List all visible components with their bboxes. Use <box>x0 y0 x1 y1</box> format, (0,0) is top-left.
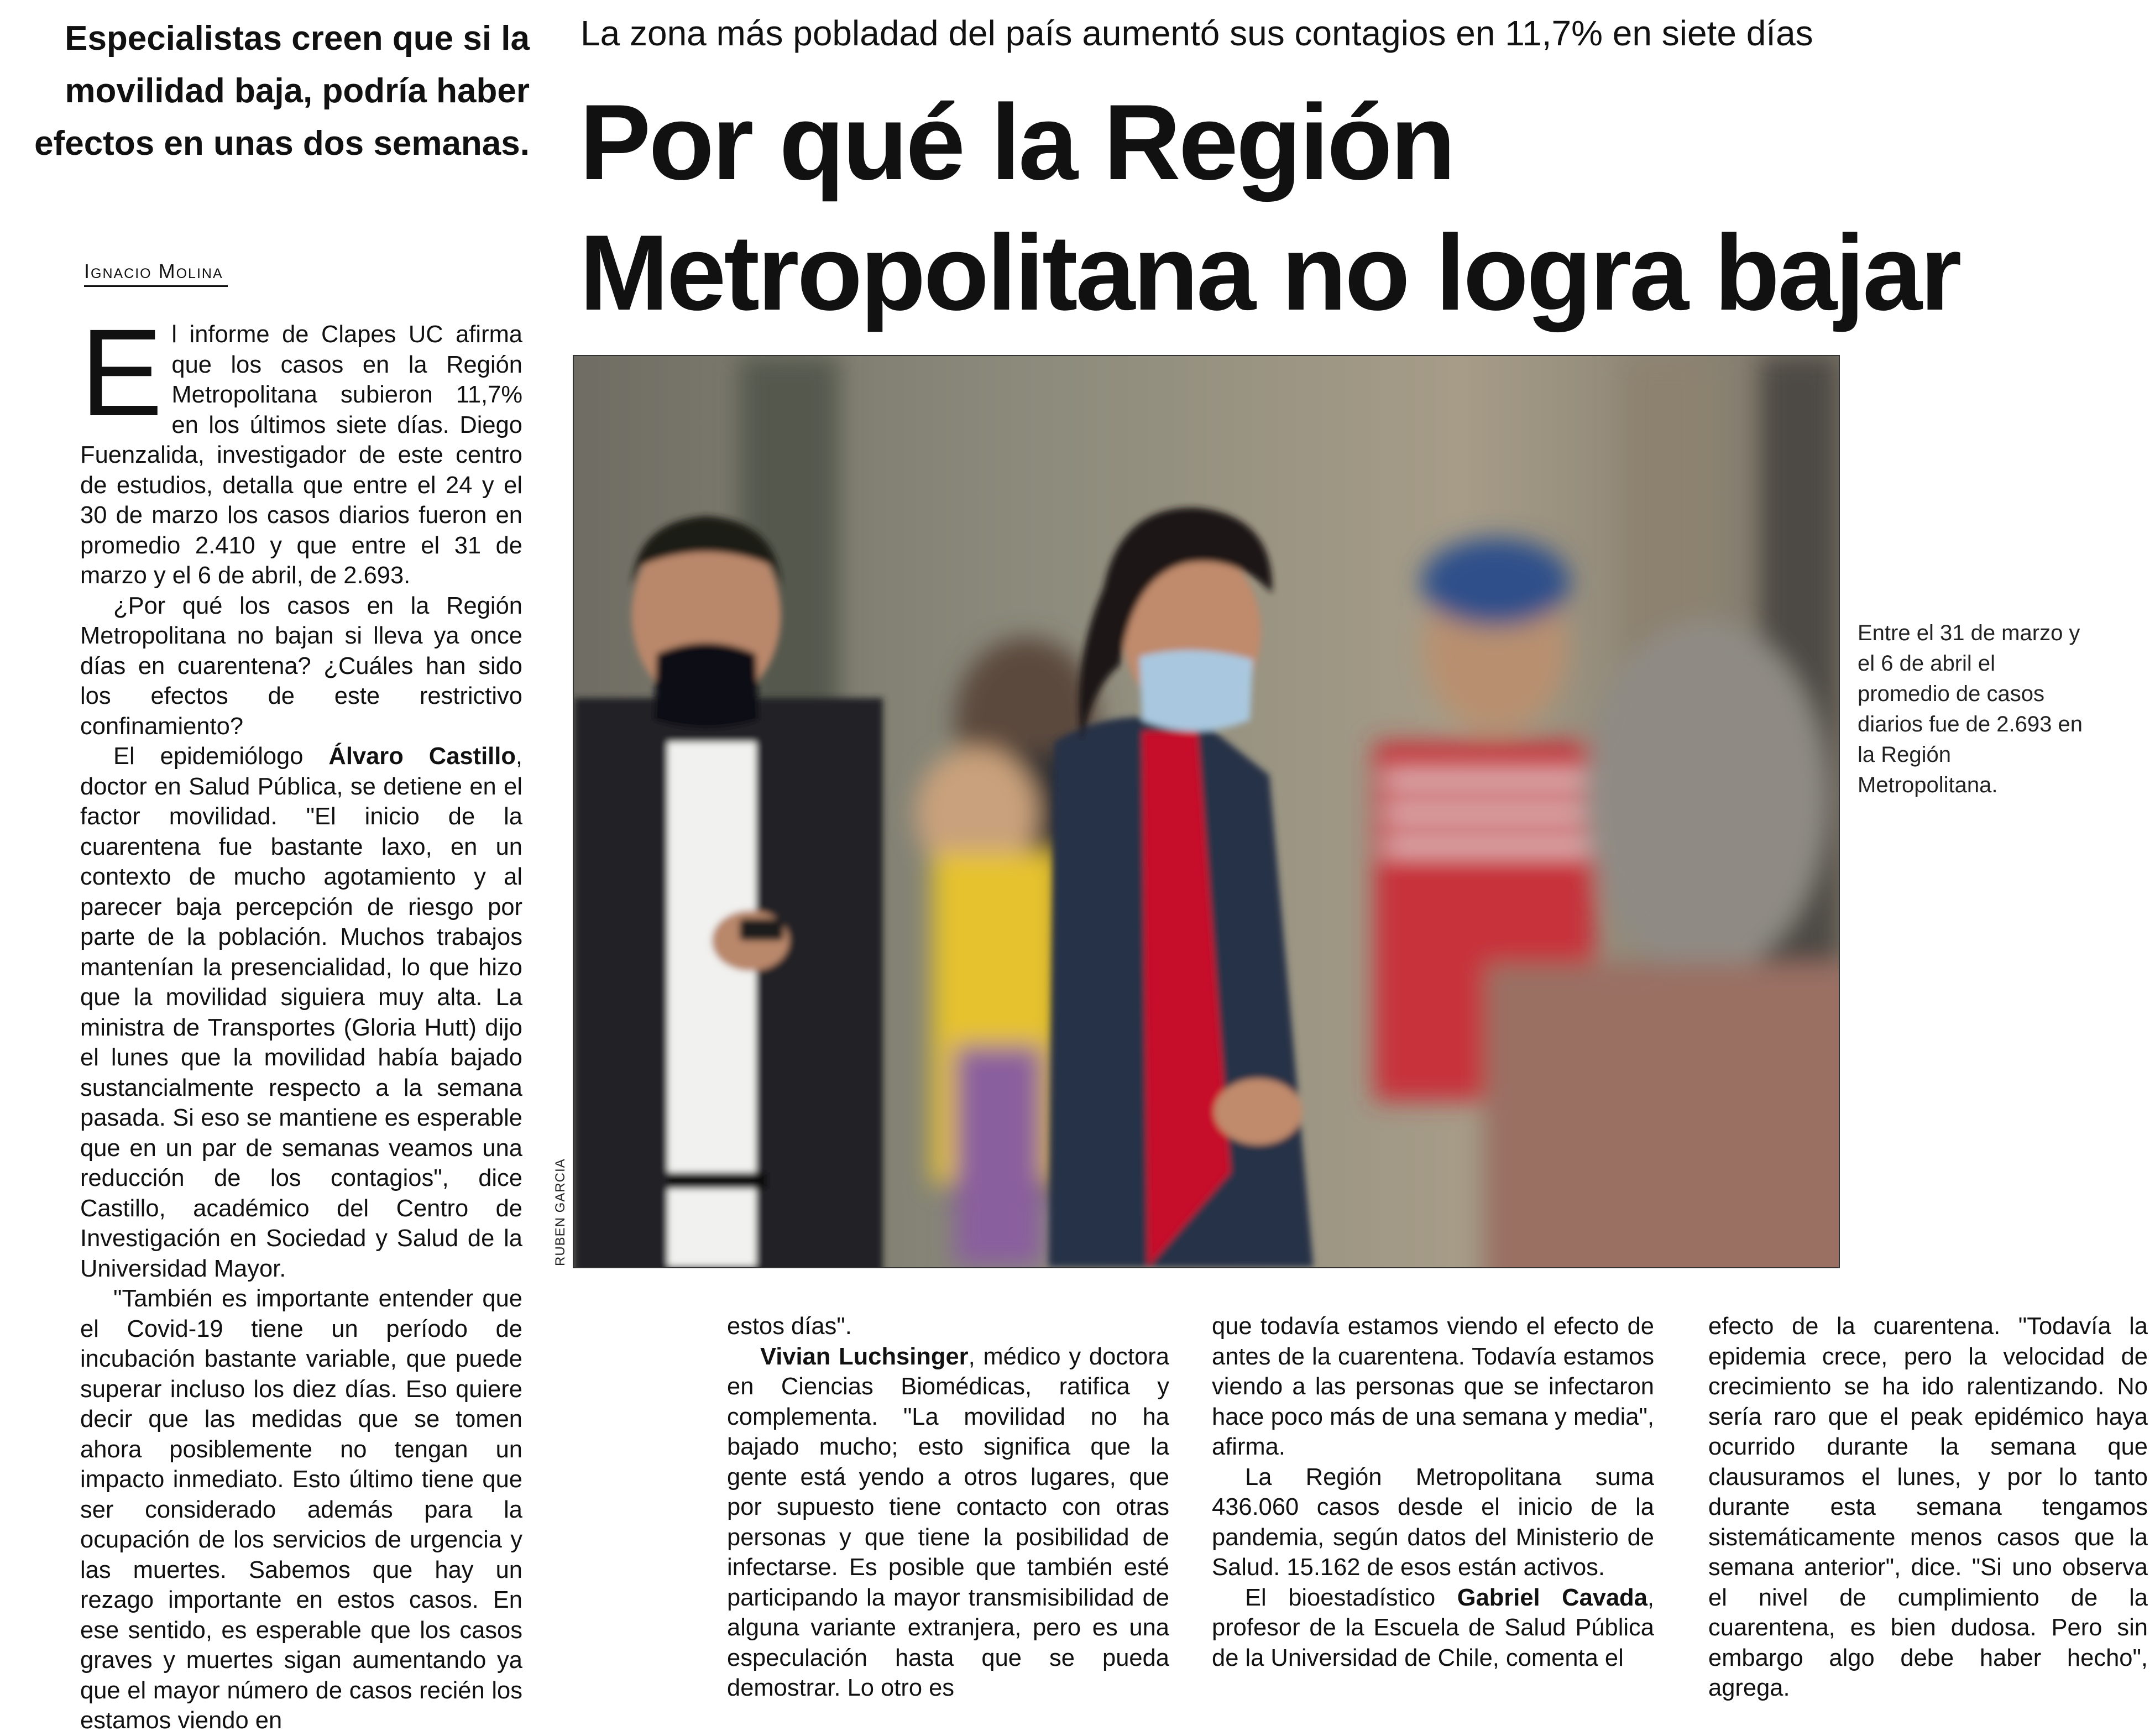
paragraph-text: , médico y doctora en Ciencias Biomédicas, ratifica y complementa. "La movilidad no ha bajado mucho; esto significa que la gente está yendo a otros lugares, que por supuesto tiene contacto con otras personas y que tiene la posibilidad de infectarse. Es posible que también esté participando la mayor transmisibilidad de alguna variante extranjera, pero es una especulación hasta que se pueda demostrar. Lo otro es <box>727 1343 1169 1701</box>
news-photo <box>573 355 1840 1268</box>
paragraph-text: El epidemiólogo <box>113 743 329 770</box>
paragraph-text: l informe de Clapes UC afirma que los casos en la Región Metropolitana subieron 11,7% en los últimos siete días. Diego Fuenzalida, investigador de este centro de estudios, detalla que entre el 24 y el 30 de marzo los casos diarios fueron en promedio 2.410 y que entre el 31 de marzo y el 6 de abril, de 2.693. <box>80 321 522 589</box>
paragraph <box>1212 1583 1654 1674</box>
paragraph-text: El bioestadístico <box>1245 1584 1457 1611</box>
paragraph <box>727 1342 1169 1703</box>
paragraph <box>80 741 522 1284</box>
person-name: Álvaro Castillo <box>328 743 516 770</box>
paragraph-text: , profesor de la Escuela de Salud Pública de la Universidad de Chile, comenta el <box>1212 1584 1655 1671</box>
text-column-1 <box>80 304 522 1736</box>
photo-caption: Entre el 31 de marzo y el 6 de abril el promedio de casos diarios fue de 2.693 en la Región Metropolitana. <box>1858 621 2083 797</box>
photo-credit: RUBEN GARCIA <box>553 1158 568 1266</box>
paragraph: ¿Por qué los casos en la Región Metropolitana no bajan si lleva ya once días en cuarentena? ¿Cuáles han sido los efectos de este restrictivo confinamiento? <box>80 592 522 740</box>
paragraph: estos días". <box>727 1313 852 1340</box>
byline: Ignacio Molina <box>84 260 228 287</box>
paragraph-text: , doctor en Salud Pública, se detiene en el factor movilidad. "El inicio de la cuarentena fue bastante laxo, en un contexto de mucho agotamiento y al parecer baja percepción de riesgo por parte de la población. Muchos trabajos mantenían la presencialidad, lo que hizo que la movilidad siguiera muy alta. La ministra de Transportes (Gloria Hutt) dijo el lunes que la movilidad había bajado sustancialmente respecto a la semana pasada. Si eso se mantiene es esperable que en un par de semanas veamos una reducción de los contagios", dice Castillo, académico del Centro de Investigación en Sociedad y Salud de la Universidad Mayor. <box>80 743 522 1282</box>
drop-cap: E <box>80 304 163 442</box>
paragraph: La Región Metropolitana suma 436.060 casos desde el inicio de la pandemia, según datos del Ministerio de Salud. 15.162 de esos están activos. <box>1212 1463 1654 1581</box>
paragraph: efecto de la cuarentena. "Todavía la epidemia crece, pero la velocidad de crecimiento se ha ido ralentizando. No sería raro que el peak epidémico haya ocurrido durante la semana que clausuramos el lunes, y por lo tanto durante esta semana tengamos sistemáticamente menos casos que la semana anterior", dice. "Si uno observa el nivel de cumplimiento de la cuarentena, es bien dudosa. Pero sin embargo algo debe haber hecho", agrega. <box>1708 1313 2148 1701</box>
person-name: Gabriel Cavada <box>1457 1584 1647 1611</box>
paragraph: que todavía estamos viendo el efecto de antes de la cuarentena. Todavía estamos viendo a las personas que se infectaron hace poco más de una semana y media", afirma. <box>1212 1313 1654 1460</box>
text-column-3 <box>1212 1311 1654 1673</box>
paragraph: "También es importante entender que el Covid-19 tiene un período de incubación bastante variable, que puede superar incluso los diez días. Eso quiere decir que las medidas que se tomen ahora posiblemente no tengan un impacto inmediato. Esto último tiene que ser considerado además para la ocupación de los servicios de urgencia y las muertes. Sabemos que hay un rezago importante en estos casos. En ese sentido, es esperable que los casos graves y muertes sigan aumentando ya que el mayor número de casos recién los estamos viendo en <box>80 1285 522 1734</box>
kicker: La zona más pobladad del país aumentó sus contagios en 11,7% en siete días <box>580 13 1813 53</box>
text-column-4 <box>1708 1311 2148 1703</box>
person-name: Vivian Luchsinger <box>760 1343 969 1370</box>
text-column-2 <box>727 1311 1169 1703</box>
paragraph <box>80 304 522 591</box>
article-lede: Especialistas creen que si la movilidad baja, podría haber efectos en unas dos semanas. <box>34 19 530 163</box>
headline: Por qué la Región Metropolitana no logra bajar <box>579 82 1960 333</box>
photo-illustration <box>574 356 1839 1267</box>
